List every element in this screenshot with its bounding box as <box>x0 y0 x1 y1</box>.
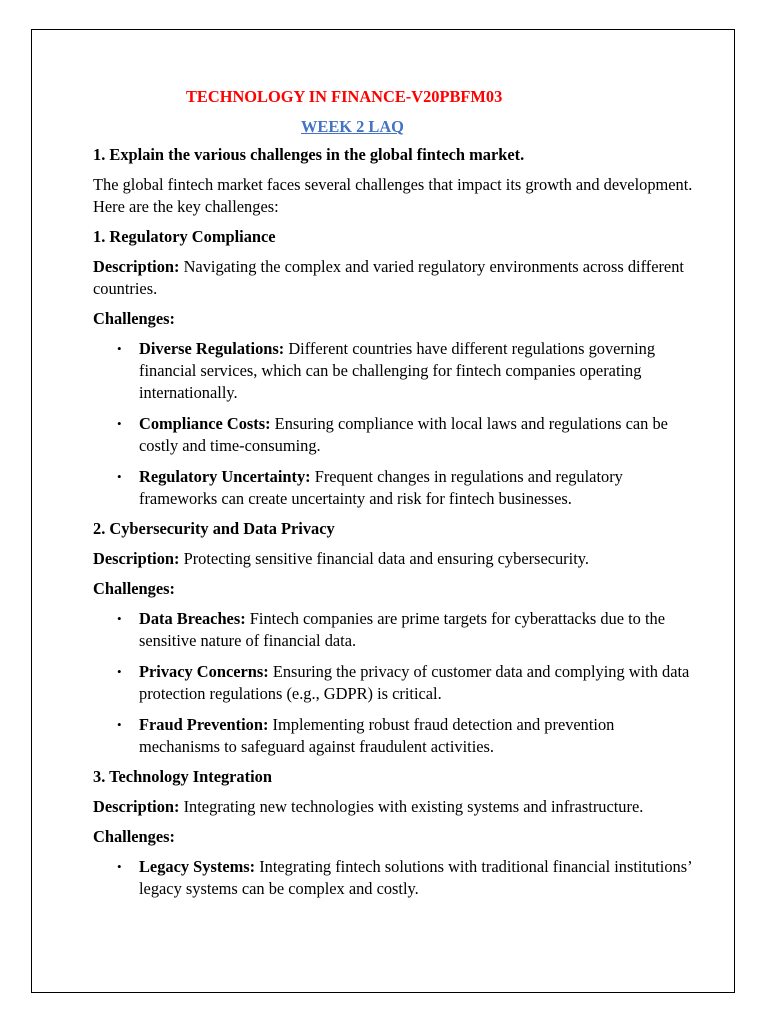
bullet-icon: • <box>117 416 122 431</box>
question-heading: 1. Explain the various challenges in the global fintech market. <box>93 145 525 164</box>
item-text: Implementing robust fraud detection and prevention mechanisms to safeguard against fraudulent activities. <box>139 715 615 756</box>
bullet-icon: • <box>117 611 122 626</box>
document-content <box>93 88 693 900</box>
section-heading: 1. Regulatory Compliance <box>93 227 276 246</box>
document-page <box>31 29 735 993</box>
item-text: Ensuring the privacy of customer data and complying with data protection regulations (e.g., GDPR) is critical. <box>139 662 690 703</box>
intro-paragraph: The global fintech market faces several challenges that impact its growth and development. Here are the key challenges: <box>93 175 693 216</box>
item-text: Different countries have different regulations governing financial services, which can be challenging for fintech companies operating internationally. <box>139 339 656 402</box>
description-text: Integrating new technologies with existing systems and infrastructure. <box>179 797 644 816</box>
challenges-label: Challenges: <box>93 309 175 328</box>
item-term: Privacy Concerns: <box>139 662 269 681</box>
list-item <box>117 856 693 900</box>
bullet-icon: • <box>117 717 122 732</box>
item-text: Ensuring compliance with local laws and regulations can be costly and time-consuming. <box>139 414 668 455</box>
bullet-icon: • <box>117 664 122 679</box>
challenge-list <box>93 608 693 758</box>
item-term: Fraud Prevention: <box>139 715 269 734</box>
document-subtitle: WEEK 2 LAQ <box>301 117 404 136</box>
section-heading: 3. Technology Integration <box>93 767 272 786</box>
section-heading: 2. Cybersecurity and Data Privacy <box>93 519 335 538</box>
description-text: Protecting sensitive financial data and ensuring cybersecurity. <box>179 549 589 568</box>
challenges-label: Challenges: <box>93 579 175 598</box>
challenges-label: Challenges: <box>93 827 175 846</box>
description-text: Navigating the complex and varied regulatory environments across different countries. <box>93 257 684 298</box>
item-term: Regulatory Uncertainty: <box>139 467 311 486</box>
item-text: Fintech companies are prime targets for cyberattacks due to the sensitive nature of financial data. <box>139 609 665 650</box>
bullet-icon: • <box>117 341 122 356</box>
description-label: Description: <box>93 257 180 276</box>
document-title: TECHNOLOGY IN FINANCE-V20PBFM03 <box>186 87 503 106</box>
bullet-icon: • <box>117 859 122 874</box>
item-term: Legacy Systems: <box>139 857 256 876</box>
list-item <box>117 413 693 457</box>
list-item <box>117 338 693 404</box>
item-term: Data Breaches: <box>139 609 246 628</box>
list-item <box>117 466 693 510</box>
description-label: Description: <box>93 549 180 568</box>
challenge-list <box>93 338 693 510</box>
description-label: Description: <box>93 797 180 816</box>
bullet-icon: • <box>117 469 122 484</box>
section-description <box>93 796 693 818</box>
section-description <box>93 256 693 300</box>
item-text: Frequent changes in regulations and regulatory frameworks can create uncertainty and risk for fintech businesses. <box>139 467 623 508</box>
section-description <box>93 548 693 570</box>
item-text: Integrating fintech solutions with traditional financial institutions’ legacy systems can be complex and costly. <box>139 857 692 898</box>
item-term: Diverse Regulations: <box>139 339 285 358</box>
challenge-list <box>93 856 693 900</box>
list-item <box>117 661 693 705</box>
list-item <box>117 608 693 652</box>
list-item <box>117 714 693 758</box>
item-term: Compliance Costs: <box>139 414 271 433</box>
